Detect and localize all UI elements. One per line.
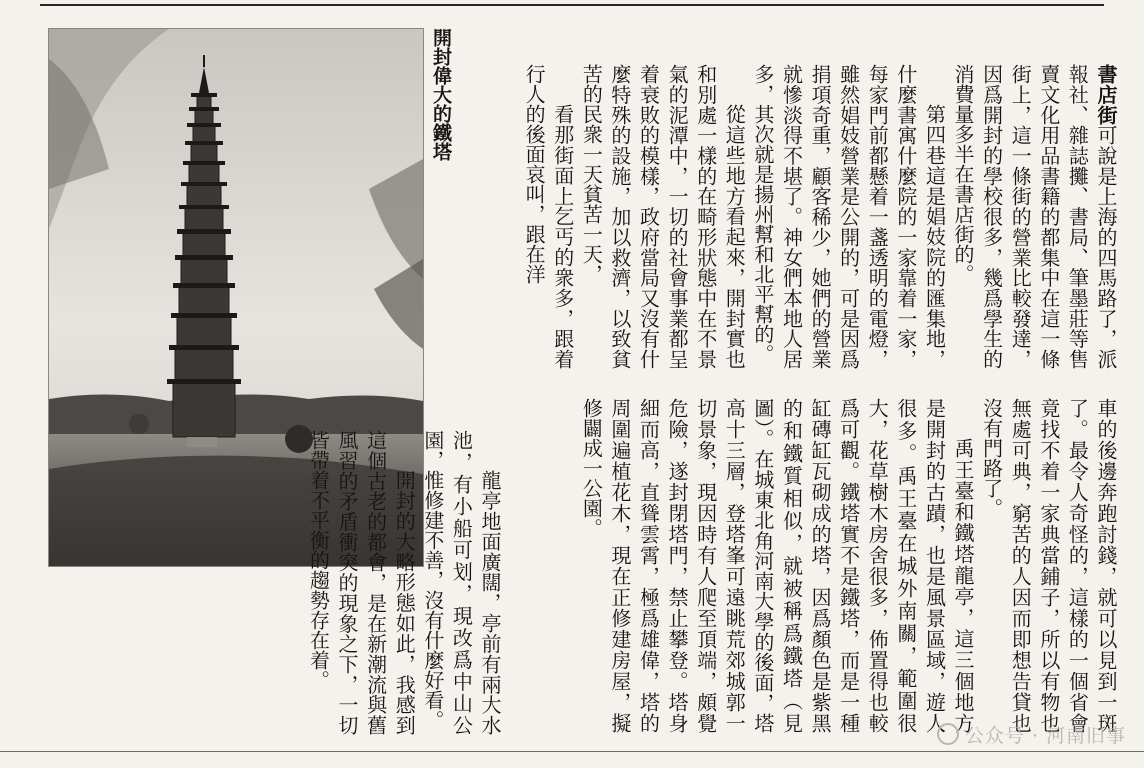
wechat-icon [937, 723, 959, 745]
bottom-rule [0, 751, 1144, 752]
paragraph: 從這些地方看起來，開封實也和別處一樣的在畸形狀態中在不景氣的泥潭中，一切的社會事業都呈着衰敗的模樣，政府當局又沒有什麼特殊的設施，加以救濟，以致貧苦的民衆一天貧苦一天， [579, 64, 747, 369]
text-column-3 [44, 430, 504, 735]
text-column-2 [514, 398, 1120, 733]
top-rule [40, 4, 1104, 6]
paragraph: 開封的大略形態如此，我感到這個古老的都會，是在新潮流與舊風習的矛盾衝突的現象之下，一切皆帶着不平衡的趨勢存在着。 [306, 430, 417, 735]
paragraph: 第四巷這是娼妓院的匯集地，什麼書寓什麼院的一家靠着一家，每家門前都懸着一盞透明的電燈，雖然娼妓營業是公開的，可是因爲捐項奇重，顧客稀少，她們的營業就慘淡得不堪了。神女們本地人居多，其次就是揚州幫和北平幫的。 [750, 64, 947, 369]
section-title: 書店街 [1094, 64, 1118, 126]
paragraph: 看那街面上乞丐的衆多，跟着行人的後面哀叫，跟在洋 [522, 64, 575, 369]
text-column-1 [460, 64, 1120, 369]
paragraph: 車的後邊奔跑討錢，就可以見到一斑了。最令人奇怪的，這樣的一個省會竟找不着一家典當鋪子，所以有物也無處可典，窮苦的人因而即想告貸也沒有門路了。 [979, 398, 1118, 733]
paragraph: 禹王臺和鐵塔龍亭，這三個地方是開封的古蹟，也是風景區域，遊人很多。禹王臺在城外南關，範圍很大，花草樹木房舍很多，佈置得也較爲可觀。鐵塔實不是鐵塔，而是一種缸磚缸瓦砌成的塔，因爲顏色是紫黑的和鐵質相似，就被稱爲鐵塔（見圖）。在城東北角河南大學的後面，塔高十三層，登塔峯可遠眺荒郊城郭一切景象，現因時有人爬至頂端，頗覺危險，遂封閉塔門，禁止攀登。塔身細而高，直聳雲霄，極爲雄偉，塔的周圍遍植花木，現在正修建房屋，擬修闢成一公園。 [579, 398, 976, 733]
paragraph: 書店街可說是上海的四馬路了，派報社、雜誌攤、書局、筆墨莊等售賣文化用品書籍的都集中在這一條街上，這一條街的營業比較發達，因爲開封的學校很多，幾爲學生的消費量多半在書店街的。 [951, 64, 1118, 369]
paragraph: 龍亭地面廣闊，亭前有兩大水池，有小船可划，現改爲中山公園，惟修建不善，沒有什麼好看。 [420, 430, 502, 735]
watermark: 公众号 · 河南旧事 [937, 721, 1126, 748]
photo-caption: 開封偉大的鐵塔 [430, 28, 452, 161]
